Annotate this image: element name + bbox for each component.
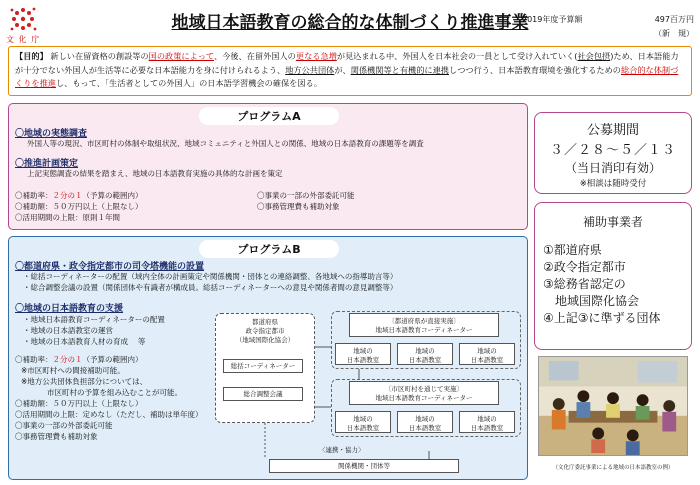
purpose-text: が、 — [334, 64, 351, 75]
agency-logo-text: 文 化 庁 — [6, 35, 41, 44]
classroom-box — [335, 411, 391, 433]
classroom-box — [335, 343, 391, 365]
eligible-operators-box — [534, 202, 692, 350]
indirect-head: 地域日本語教育コーディネーター — [375, 393, 473, 402]
setup-title: 〇都道府県・政令指定都市の司令塔機能の設置 — [15, 262, 205, 272]
classroom-label: 日本語教室 — [346, 423, 380, 432]
b-rate-sub: ※地方公共団体負担部分については、 — [21, 377, 148, 386]
related-organizations-box: 関係機関・団体等 — [269, 459, 459, 473]
support-line: ・地域の日本語教室の運営 — [23, 326, 113, 335]
purpose-text: 新しい在留資格の創設等の — [50, 51, 149, 61]
classroom-label: 地域の — [415, 347, 435, 355]
budget-amount: 497百万円 — [654, 15, 694, 24]
direct-coordinator-box — [349, 313, 499, 337]
support-line: ・地域の日本語教育人材の育成 等 — [23, 337, 146, 346]
b-outsourcing: 〇事業の一部の外部委託可能 — [15, 421, 113, 430]
recruitment-consult-note: ※相談は随時受付 — [579, 179, 647, 189]
purpose-underline: 地方公共団体 — [285, 64, 335, 75]
subsidy-rate-label: 〇補助率： — [15, 191, 53, 200]
purpose-emphasis: 更なる急増 — [295, 51, 337, 61]
setup-line: ・総括コーディネーターの配置（域内全体の計画策定や関係機関・団体との連絡調整、各地域への指導助言等） — [23, 272, 398, 281]
survey-title: 〇地域の実態調査 — [15, 129, 88, 139]
recruitment-title: 公募期間 — [586, 123, 639, 138]
program-b-title: プログラムB — [199, 240, 339, 258]
b-subsidy-amount: 〇補助額：５０万円以上（上限なし） — [15, 399, 143, 408]
classroom-box — [397, 343, 453, 365]
pref-line: （地域国際化協会） — [235, 336, 295, 344]
purpose-label: 【目的】 — [15, 51, 48, 61]
pref-line: 政令指定都市 — [245, 327, 285, 335]
classroom-label: 地域の — [477, 415, 497, 423]
purpose-text: )ため、日本語能力が十分でない外国人が生活等に必要な日本語能力を身に付けられるよう、 — [15, 51, 679, 75]
subsidy-amount: 〇補助額：５０万円以上（上限なし） — [15, 202, 143, 211]
b-usage-period: 〇活用期間の上限：定めなし（ただし、補助は単年度） — [15, 410, 203, 419]
photo-caption: （文化庁委託事業による地域の日本語教室の例） — [552, 465, 674, 471]
usage-period: 〇活用期間の上限：原則１年間 — [15, 213, 120, 222]
purpose-text: 、今後、在留外国人の — [213, 51, 296, 61]
support-line: ・地域日本語教育コーディネーターの配置 — [23, 315, 165, 324]
survey-body: 外国人等の現況、市区町村の体制や取組状況、地域コミュニティと外国人との関係、地域の日本語教育の課題等を調査 — [27, 139, 424, 148]
cooperation-label: 〈連携・協力〉 — [319, 446, 365, 454]
classroom-label: 日本語教室 — [470, 355, 504, 364]
purpose-text: が見込まれる中、外国人を日本社会の一員として受け入れていく( — [336, 51, 578, 61]
eligible-item: ③総務省認定の — [543, 277, 626, 291]
council-box: 総合調整会議 — [223, 387, 303, 401]
indirect-head: 〔市区町村を通じて実施〕 — [385, 385, 463, 393]
budget-label: 2019年度予算額 — [522, 15, 583, 24]
support-title: 〇地域の日本語教育の支援 — [15, 304, 124, 314]
eligible-item: ①都道府県 — [543, 243, 602, 257]
b-rate-value: ２分の１ — [52, 355, 83, 364]
purpose-underline: 関係機関等と有機的に連携 — [350, 64, 449, 75]
purpose-emphasis: 国の政策によって — [148, 51, 214, 61]
classroom-label: 地域の — [353, 347, 373, 355]
program-a-title: プログラムA — [199, 107, 339, 125]
plan-body: 上記実態調査の結果を踏まえ、地域の日本語教育実施の具体的な計画を策定 — [27, 169, 283, 178]
direct-head: 地域日本語教育コーディネーター — [375, 325, 473, 334]
setup-line: ・総合調整会議の設置（関係団体や有識者が構成員。総括コーディネーターへの意見や関係者間の意見調整等） — [23, 283, 398, 292]
b-rate-sub: ※市区町村への間接補助可能。 — [21, 366, 125, 375]
admin-cost-note: 〇事務管理費も補助対象 — [257, 202, 340, 211]
b-rate-label: 〇補助率： — [15, 355, 53, 364]
direct-head: 〔都道府県が直接実施〕 — [388, 317, 460, 325]
classroom-box — [459, 343, 515, 365]
classroom-label: 日本語教室 — [408, 355, 442, 364]
b-admin-cost: 〇事務管理費も補助対象 — [15, 432, 98, 441]
classroom-label: 日本語教室 — [470, 423, 504, 432]
program-b-panel — [8, 236, 528, 480]
recruitment-dates: ３／２８～５／１３ — [549, 143, 676, 158]
recruitment-postmark-note: （当日消印有効） — [564, 161, 661, 175]
b-rate-sub: 市区町村の予算を組み込むことが可能。 — [47, 388, 182, 397]
budget-new-tag: （新 規） — [654, 29, 694, 38]
chief-coordinator-box: 総括コーディネーター — [223, 359, 303, 373]
program-a-panel — [8, 103, 528, 230]
subsidy-rate-value: ２分の１ — [52, 191, 83, 200]
page-title: 地域日本語教育の総合的な体制づくり推進事業 — [171, 13, 529, 33]
subsidy-rate-note: （予算の範囲内） — [82, 191, 143, 200]
classroom-box — [397, 411, 453, 433]
indirect-coordinator-box — [349, 381, 499, 405]
eligible-item: ④上記③に準ずる団体 — [543, 311, 661, 325]
eligible-item: 地域国際化協会 — [543, 294, 640, 308]
classroom-label: 地域の — [477, 347, 497, 355]
classroom-photo — [538, 356, 688, 456]
subsidy-rate — [15, 191, 143, 202]
eligible-item: ②政令指定都市 — [543, 260, 626, 274]
classroom-label: 日本語教室 — [408, 423, 442, 432]
purpose-emphasis: 総合的な体制づくりを推進 — [15, 64, 679, 88]
recruitment-period-box — [534, 112, 692, 194]
purpose-box — [8, 46, 692, 96]
purpose-text: し、もって、「生活者としての外国人」の日本語学習機会の確保を図る。 — [55, 78, 322, 88]
b-rate-note: （予算の範囲内） — [82, 355, 143, 364]
classroom-label: 日本語教室 — [346, 355, 380, 364]
eligible-title: 補助事業者 — [582, 215, 643, 229]
classroom-box — [459, 411, 515, 433]
classroom-label: 地域の — [353, 415, 373, 423]
classroom-label: 地域の — [415, 415, 435, 423]
pref-line: 都道府県 — [252, 318, 278, 326]
plan-title: 〇推進計画策定 — [15, 159, 79, 169]
purpose-underline: 社会包摂 — [577, 51, 611, 61]
purpose-text: しつつ行う、日本語教育環境を強化するための — [449, 64, 621, 75]
outsourcing-note: 〇事業の一部の外部委託可能 — [257, 191, 355, 200]
